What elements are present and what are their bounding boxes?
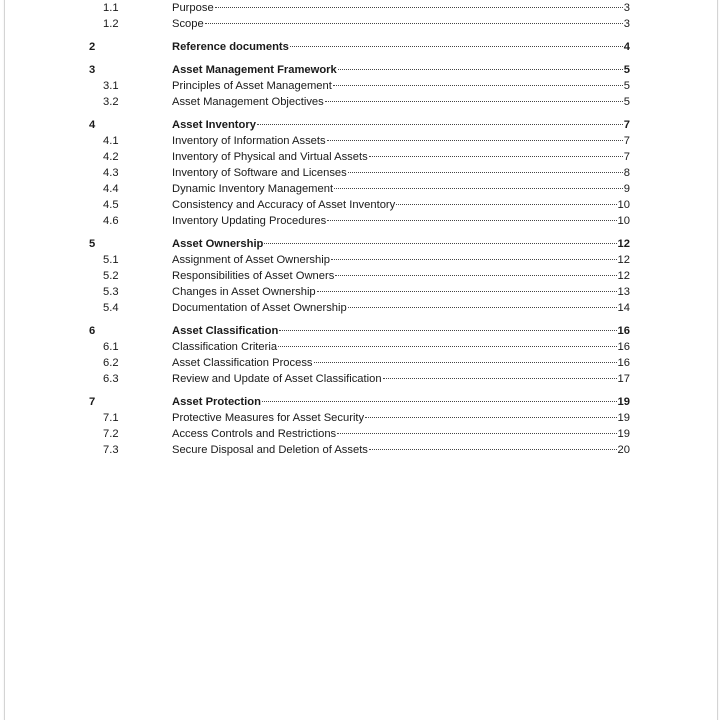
toc-dot-leader xyxy=(325,101,623,102)
toc-entry-line[interactable] xyxy=(172,78,630,94)
toc-subsection-entry[interactable] xyxy=(5,94,717,110)
toc-entry-page-number[interactable]: 7 xyxy=(623,119,630,131)
toc-entry-title[interactable]: Scope xyxy=(172,18,204,30)
toc-entry-number: 4.1 xyxy=(103,135,119,147)
toc-dot-leader xyxy=(337,433,616,434)
toc-entry-number: 5.3 xyxy=(103,286,119,298)
toc-entry-page-number[interactable]: 19 xyxy=(617,428,630,440)
toc-dot-leader xyxy=(317,291,617,292)
toc-subsection-entry[interactable] xyxy=(5,300,717,316)
document-page xyxy=(4,0,718,720)
toc-subsection-entry[interactable] xyxy=(5,16,717,32)
toc-entry-title[interactable]: Asset Ownership xyxy=(172,238,264,250)
toc-entry-title[interactable]: Inventory of Information Assets xyxy=(172,135,326,147)
toc-entry-page-number[interactable]: 3 xyxy=(623,18,630,30)
toc-subsection-entry[interactable] xyxy=(5,78,717,94)
toc-entry-title[interactable]: Asset Protection xyxy=(172,396,261,408)
toc-entry-number: 4.4 xyxy=(103,183,119,195)
toc-subsection-entry[interactable] xyxy=(5,410,717,426)
toc-entry-line[interactable] xyxy=(172,300,630,316)
toc-entry-title[interactable]: Protective Measures for Asset Security xyxy=(172,412,365,424)
toc-entry-title[interactable]: Secure Disposal and Deletion of Assets xyxy=(172,444,368,456)
toc-subsection-entry[interactable] xyxy=(5,165,717,181)
toc-entry-page-number[interactable]: 9 xyxy=(623,183,630,195)
toc-dot-leader xyxy=(369,156,623,157)
toc-entry-number: 7.2 xyxy=(103,428,119,440)
toc-entry-page-number[interactable]: 5 xyxy=(623,80,630,92)
toc-entry-page-number[interactable]: 13 xyxy=(617,286,630,298)
toc-subsection-entry[interactable] xyxy=(5,213,717,229)
toc-subsection-entry[interactable] xyxy=(5,268,717,284)
toc-dot-leader xyxy=(278,346,616,347)
toc-entry-page-number[interactable]: 5 xyxy=(623,64,630,76)
toc-dot-leader xyxy=(338,69,623,70)
toc-entry-page-number[interactable]: 16 xyxy=(617,325,630,337)
toc-dot-leader xyxy=(257,124,623,125)
toc-entry-number: 4.3 xyxy=(103,167,119,179)
toc-entry-number: 7 xyxy=(89,396,96,408)
toc-entry-title[interactable]: Assignment of Asset Ownership xyxy=(172,254,330,266)
toc-dot-leader xyxy=(264,243,616,244)
toc-entry-title[interactable]: Reference documents xyxy=(172,41,289,53)
toc-subsection-entry[interactable] xyxy=(5,149,717,165)
toc-entry-title[interactable]: Access Controls and Restrictions xyxy=(172,428,337,440)
toc-section-entry[interactable] xyxy=(5,39,717,55)
toc-dot-leader xyxy=(215,7,623,8)
toc-section-entry[interactable] xyxy=(5,117,717,133)
toc-entry-line[interactable] xyxy=(172,133,630,149)
toc-entry-title[interactable]: Asset Management Framework xyxy=(172,64,337,76)
toc-entry-number: 6.2 xyxy=(103,357,119,369)
toc-entry-number: 3 xyxy=(89,64,96,76)
toc-entry-line[interactable] xyxy=(172,181,630,197)
toc-subsection-entry[interactable] xyxy=(5,197,717,213)
toc-dot-leader xyxy=(348,307,617,308)
toc-dot-leader xyxy=(290,46,623,47)
toc-entry-line[interactable] xyxy=(172,284,630,300)
toc-entry-number: 1.2 xyxy=(103,18,119,30)
toc-dot-leader xyxy=(314,362,617,363)
toc-dot-leader xyxy=(262,401,617,402)
toc-entry-line[interactable] xyxy=(172,236,630,252)
toc-entry-line[interactable] xyxy=(172,0,630,16)
toc-entry-line[interactable] xyxy=(172,426,630,442)
toc-entry-line[interactable] xyxy=(172,268,630,284)
toc-entry-page-number[interactable]: 12 xyxy=(617,254,630,266)
toc-entry-title[interactable]: Inventory of Software and Licenses xyxy=(172,167,347,179)
toc-dot-leader xyxy=(333,85,623,86)
toc-entry-title[interactable]: Asset Management Objectives xyxy=(172,96,324,108)
toc-entry-line[interactable] xyxy=(172,371,630,387)
toc-entry-number: 3.2 xyxy=(103,96,119,108)
toc-entry-page-number[interactable]: 10 xyxy=(617,199,630,211)
toc-entry-title[interactable]: Inventory Updating Procedures xyxy=(172,215,327,227)
toc-entry-page-number[interactable]: 8 xyxy=(623,167,630,179)
toc-entry-number: 6 xyxy=(89,325,96,337)
toc-entry-line[interactable] xyxy=(172,410,630,426)
toc-subsection-entry[interactable] xyxy=(5,181,717,197)
toc-entry-number: 4 xyxy=(89,119,96,131)
toc-entry-line[interactable] xyxy=(172,355,630,371)
toc-subsection-entry[interactable] xyxy=(5,252,717,268)
toc-entry-number: 5.1 xyxy=(103,254,119,266)
toc-section-entry[interactable] xyxy=(5,62,717,78)
toc-dot-leader xyxy=(369,449,617,450)
toc-entry-page-number[interactable]: 19 xyxy=(617,396,630,408)
toc-entry-title[interactable]: Dynamic Inventory Management xyxy=(172,183,334,195)
toc-dot-leader xyxy=(383,378,617,379)
toc-entry-page-number[interactable]: 7 xyxy=(623,135,630,147)
toc-entry-page-number[interactable]: 3 xyxy=(623,2,630,14)
toc-entry-title[interactable]: Inventory of Physical and Virtual Assets xyxy=(172,151,368,163)
toc-entry-page-number[interactable]: 14 xyxy=(617,302,630,314)
toc-entry-title[interactable]: Asset Inventory xyxy=(172,119,256,131)
toc-entry-page-number[interactable]: 12 xyxy=(617,270,630,282)
toc-entry-number: 7.1 xyxy=(103,412,119,424)
toc-entry-number: 4.2 xyxy=(103,151,119,163)
toc-subsection-entry[interactable] xyxy=(5,426,717,442)
toc-entry-title[interactable]: Review and Update of Asset Classification xyxy=(172,373,382,385)
toc-entry-title[interactable]: Principles of Asset Management xyxy=(172,80,332,92)
toc-entry-title[interactable]: Purpose xyxy=(172,2,214,14)
toc-entry-page-number[interactable]: 16 xyxy=(617,341,630,353)
toc-dot-leader xyxy=(334,188,623,189)
toc-entry-title[interactable]: Changes in Asset Ownership xyxy=(172,286,316,298)
toc-dot-leader xyxy=(205,23,623,24)
toc-entry-line[interactable] xyxy=(172,39,630,55)
toc-entry-title[interactable]: Consistency and Accuracy of Asset Inventory xyxy=(172,199,396,211)
toc-entry-number: 5.2 xyxy=(103,270,119,282)
toc-dot-leader xyxy=(365,417,616,418)
toc-subsection-entry[interactable] xyxy=(5,284,717,300)
toc-entry-title[interactable]: Classification Criteria xyxy=(172,341,278,353)
toc-entry-page-number[interactable]: 16 xyxy=(617,357,630,369)
toc-entry-line[interactable] xyxy=(172,149,630,165)
toc-subsection-entry[interactable] xyxy=(5,371,717,387)
toc-entry-line[interactable] xyxy=(172,16,630,32)
toc-entry-page-number[interactable]: 12 xyxy=(617,238,630,250)
toc-entry-page-number[interactable]: 4 xyxy=(623,41,630,53)
toc-entry-line[interactable] xyxy=(172,94,630,110)
toc-entry-number: 7.3 xyxy=(103,444,119,456)
toc-entry-page-number[interactable]: 5 xyxy=(623,96,630,108)
toc-subsection-entry[interactable] xyxy=(5,0,717,16)
toc-entry-page-number[interactable]: 7 xyxy=(623,151,630,163)
toc-entry-page-number[interactable]: 10 xyxy=(617,215,630,227)
toc-entry-number: 1.1 xyxy=(103,2,119,14)
toc-section-entry[interactable] xyxy=(5,394,717,410)
toc-dot-leader xyxy=(396,204,616,205)
toc-entry-line[interactable] xyxy=(172,339,630,355)
toc-entry-line[interactable] xyxy=(172,323,630,339)
toc-section-entry[interactable] xyxy=(5,236,717,252)
toc-entry-title[interactable]: Documentation of Asset Ownership xyxy=(172,302,347,314)
toc-entry-number: 4.6 xyxy=(103,215,119,227)
toc-dot-leader xyxy=(327,140,623,141)
toc-entry-number: 4.5 xyxy=(103,199,119,211)
toc-subsection-entry[interactable] xyxy=(5,442,717,458)
toc-entry-line[interactable] xyxy=(172,442,630,458)
toc-entry-line[interactable] xyxy=(172,394,630,410)
toc-entry-line[interactable] xyxy=(172,252,630,268)
toc-entry-line[interactable] xyxy=(172,197,630,213)
toc-entry-number: 6.3 xyxy=(103,373,119,385)
toc-entry-number: 3.1 xyxy=(103,80,119,92)
toc-subsection-entry[interactable] xyxy=(5,133,717,149)
toc-subsection-entry[interactable] xyxy=(5,355,717,371)
toc-entry-title[interactable]: Asset Classification xyxy=(172,325,279,337)
toc-dot-leader xyxy=(327,220,616,221)
toc-entry-number: 5 xyxy=(89,238,96,250)
toc-entry-number: 6.1 xyxy=(103,341,119,353)
toc-entry-page-number[interactable]: 20 xyxy=(617,444,630,456)
toc-dot-leader xyxy=(331,259,617,260)
table-of-contents xyxy=(5,0,717,458)
toc-entry-line[interactable] xyxy=(172,213,630,229)
toc-dot-leader xyxy=(279,330,616,331)
toc-entry-number: 2 xyxy=(89,41,96,53)
toc-entry-title[interactable]: Responsibilities of Asset Owners xyxy=(172,270,335,282)
toc-entry-line[interactable] xyxy=(172,62,630,78)
toc-entry-line[interactable] xyxy=(172,117,630,133)
toc-entry-number: 5.4 xyxy=(103,302,119,314)
toc-dot-leader xyxy=(335,275,616,276)
toc-subsection-entry[interactable] xyxy=(5,339,717,355)
toc-entry-page-number[interactable]: 17 xyxy=(617,373,630,385)
toc-dot-leader xyxy=(348,172,623,173)
toc-section-entry[interactable] xyxy=(5,323,717,339)
toc-entry-line[interactable] xyxy=(172,165,630,181)
toc-entry-title[interactable]: Asset Classification Process xyxy=(172,357,313,369)
toc-entry-page-number[interactable]: 19 xyxy=(617,412,630,424)
